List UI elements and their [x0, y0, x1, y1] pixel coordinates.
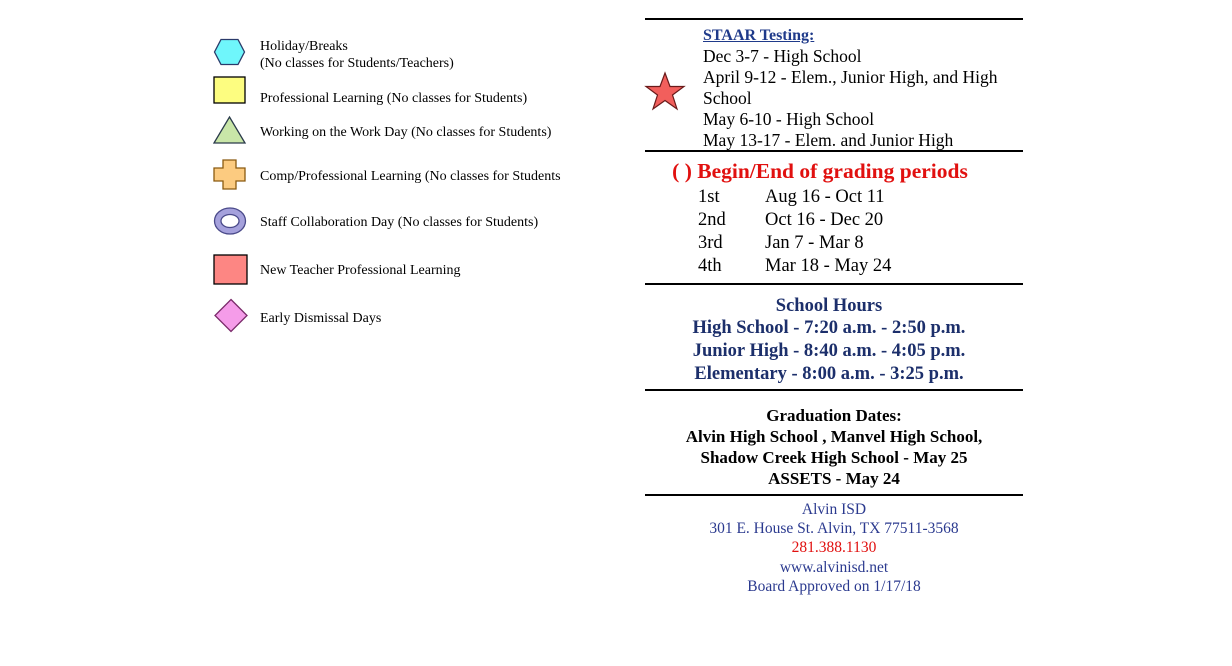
graduation-dates [645, 405, 1023, 489]
ring-icon [213, 206, 247, 236]
hours-row [645, 363, 1013, 386]
grading-period-row [698, 232, 864, 254]
school-time: - 7:20 a.m. - 2:50 p.m. [788, 318, 966, 338]
school-time: - 8:00 a.m. - 3:25 p.m. [786, 364, 964, 384]
school-name: Elementary [694, 364, 787, 384]
school-hours [645, 295, 1013, 386]
school-name: High School [692, 318, 789, 338]
period-name: 1st [698, 187, 720, 207]
staar-line: Dec 3-7 - High School [703, 46, 862, 66]
graduation-line: Alvin High School , Manvel High School, [685, 427, 983, 446]
period-range: Oct 16 - Dec 20 [765, 210, 884, 230]
staar-line: May 6-10 - High School [703, 109, 875, 129]
district-name: Alvin ISD [801, 501, 867, 518]
graduation-line: ASSETS - May 24 [768, 469, 900, 488]
legend-label: Staff Collaboration Day (No classes for Students) [260, 215, 539, 230]
school-time: - 8:40 a.m. - 4:05 p.m. [788, 341, 966, 361]
staar-title: STAAR Testing: [703, 27, 815, 44]
divider [645, 18, 1023, 20]
staar-line: April 9-12 - Elem., Junior High, and High [703, 67, 998, 87]
period-name: 2nd [698, 210, 726, 230]
triangle-icon [213, 115, 247, 145]
staar-line: May 13-17 - Elem. and Junior High [703, 130, 954, 150]
hours-row [645, 340, 1013, 363]
school-hours-title: School Hours [775, 296, 883, 316]
square-icon [213, 76, 247, 106]
grading-periods-title: ( ) Begin/End of grading periods [672, 159, 968, 183]
period-range: Mar 18 - May 24 [765, 256, 892, 276]
period-range: Aug 16 - Oct 11 [765, 187, 885, 207]
divider [645, 283, 1023, 285]
period-range: Jan 7 - Mar 8 [765, 233, 864, 253]
legend-label: Professional Learning (No classes for Students) [260, 91, 528, 106]
divider [645, 150, 1023, 152]
district-contact [645, 500, 1023, 596]
legend-label: Early Dismissal Days [260, 311, 382, 326]
hexagon-icon [213, 38, 247, 66]
cross-icon [213, 159, 247, 191]
board-approved: Board Approved on 1/17/18 [747, 577, 921, 595]
diamond-icon [213, 298, 249, 334]
grading-period-row [698, 209, 883, 231]
graduation-title: Graduation Dates: [766, 406, 902, 425]
legend-label: Holiday/Breaks [260, 39, 348, 54]
hours-row [645, 317, 1013, 340]
grading-period-row [698, 255, 891, 277]
legend-label: Working on the Work Day (No classes for Students) [260, 125, 552, 140]
district-phone: 281.388.1130 [791, 539, 877, 557]
star-icon [644, 71, 686, 111]
legend-label-sub: (No classes for Students/Teachers) [260, 56, 454, 71]
legend-label: Comp/Professional Learning (No classes for Students [260, 169, 561, 184]
district-website: www.alvinisd.net [779, 558, 889, 576]
period-name: 4th [698, 256, 722, 276]
school-name: Junior High [692, 341, 789, 361]
divider [645, 389, 1023, 391]
square-icon [213, 254, 249, 286]
district-address: 301 E. House St. Alvin, TX 77511-3568 [709, 520, 959, 538]
graduation-line: Shadow Creek High School - May 25 [700, 448, 968, 467]
staar-line: School [703, 88, 752, 108]
legend-label: New Teacher Professional Learning [260, 263, 461, 278]
divider [645, 494, 1023, 496]
grading-period-row [698, 186, 885, 208]
period-name: 3rd [698, 233, 723, 253]
